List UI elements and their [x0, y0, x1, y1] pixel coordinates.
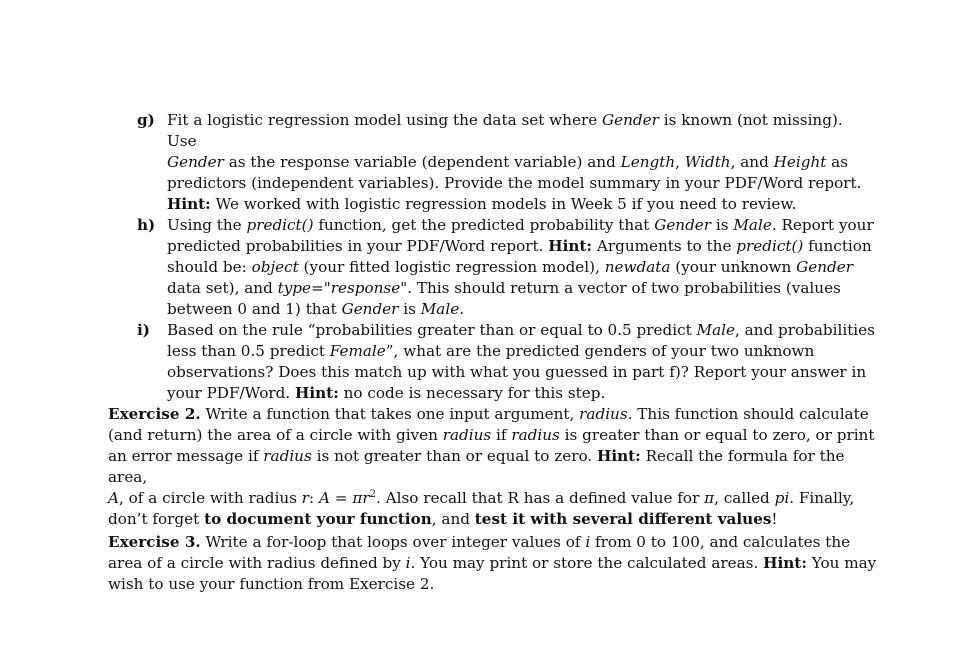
text-run: Hint:	[548, 237, 593, 255]
text-run: Hint:	[167, 195, 211, 213]
text-run: (your unknown	[670, 258, 797, 276]
text-run: .	[459, 300, 465, 318]
text-line	[108, 553, 878, 574]
text-run: !	[771, 510, 778, 528]
question-marker: g)	[137, 111, 155, 129]
text-line	[167, 173, 877, 194]
text-run: . Finally,	[789, 489, 855, 507]
text-run: Fit a logistic regression model using the data set where	[167, 111, 603, 129]
text-run: wish to use your function from Exercise 2.	[108, 575, 435, 593]
text-run: radius	[511, 426, 560, 444]
text-line	[167, 299, 877, 320]
text-run: your PDF/Word.	[167, 384, 296, 402]
text-run: Hint:	[763, 554, 807, 572]
text-line	[108, 446, 878, 488]
text-run: . Also recall that R has a defined value for	[375, 489, 705, 507]
text-run: 2	[369, 488, 376, 500]
text-run: Using the	[167, 216, 247, 234]
text-run: if	[491, 426, 512, 444]
text-line	[167, 278, 877, 299]
text-line	[167, 194, 877, 215]
text-line	[167, 341, 877, 362]
text-line	[167, 236, 877, 257]
question-i	[137, 320, 877, 404]
text-run: is known (not missing). Use	[167, 111, 843, 150]
text-run: We worked with logistic regression models in Week 5 if you need to review.	[210, 195, 797, 213]
text-run: predict()	[246, 216, 314, 234]
text-line	[108, 574, 878, 595]
text-run: πr	[352, 489, 370, 507]
text-run: Width	[684, 153, 731, 171]
question-g	[137, 110, 877, 215]
exercise-3-text	[108, 532, 878, 595]
text-run: is not greater than or equal to zero.	[311, 447, 597, 465]
text-run: don’t forget	[108, 510, 205, 528]
text-run: Hint:	[295, 384, 339, 402]
text-line	[167, 110, 877, 152]
text-run: Gender	[602, 111, 659, 129]
text-run: function, get the predicted probability that	[313, 216, 655, 234]
question-g-text	[167, 110, 877, 215]
text-run: should be:	[167, 258, 252, 276]
text-run: (and return) the area of a circle with given	[108, 426, 443, 444]
text-run: newdata	[604, 258, 671, 276]
text-run: radius	[442, 426, 492, 444]
text-run: Gender	[796, 258, 853, 276]
text-run: radius	[263, 447, 312, 465]
text-run: area of a circle with radius defined by	[108, 554, 406, 572]
text-line	[108, 532, 878, 553]
text-line	[167, 152, 877, 173]
exercise-3-paragraph	[108, 532, 878, 595]
text-run: , and	[431, 510, 475, 528]
question-list	[137, 110, 877, 404]
text-run: predicted probabilities in your PDF/Word report.	[167, 237, 549, 255]
text-run: :	[309, 489, 319, 507]
question-marker: h)	[137, 216, 156, 234]
text-run: (your fitted logistic regression model),	[298, 258, 605, 276]
exercise-2-paragraph	[108, 404, 878, 530]
text-run: Write a function that takes one input argument,	[200, 405, 580, 423]
text-run: =	[329, 489, 353, 507]
text-run: test it with several different values	[474, 510, 772, 528]
text-run: predict()	[736, 237, 804, 255]
text-line	[167, 383, 877, 404]
text-run: Length	[620, 153, 676, 171]
text-run: Arguments to the	[592, 237, 737, 255]
text-run: Height	[773, 153, 827, 171]
text-run: . You may print or store the calculated areas.	[410, 554, 764, 572]
text-run: . This function should calculate	[627, 405, 869, 423]
text-run: Write a for-loop that loops over integer values of	[200, 533, 586, 551]
text-run: is	[711, 216, 734, 234]
text-run: function	[803, 237, 872, 255]
text-run: less than 0.5 predict	[167, 342, 330, 360]
text-line	[108, 404, 878, 425]
text-run: , and probabilities	[734, 321, 875, 339]
exercise-2-text	[108, 404, 878, 530]
text-run: Male	[696, 321, 735, 339]
text-run: is	[398, 300, 421, 318]
text-run: to document your function	[204, 510, 432, 528]
text-run: , of a circle with radius	[118, 489, 302, 507]
text-run: i	[405, 554, 411, 572]
text-line	[108, 425, 878, 446]
text-run: data set), and	[167, 279, 278, 297]
text-run: radius	[579, 405, 628, 423]
text-run: , and	[730, 153, 774, 171]
text-run: observations? Does this match up with what you guessed in part f)? Report your answer in	[167, 363, 867, 381]
text-line	[108, 488, 878, 509]
text-run: Recall the formula for the area,	[108, 447, 845, 486]
text-run: A	[108, 489, 119, 507]
text-run: Male	[420, 300, 460, 318]
text-run: no code is necessary for this step.	[338, 384, 606, 402]
question-i-text	[167, 320, 877, 404]
text-run: object	[251, 258, 299, 276]
text-run: r	[301, 489, 310, 507]
text-run: A	[319, 489, 330, 507]
text-run: ”, what are the predicted genders of your two unknown	[385, 342, 815, 360]
text-run: . Report your	[771, 216, 874, 234]
text-run: Male	[733, 216, 772, 234]
question-marker: i)	[137, 321, 150, 339]
text-run: as the response variable (dependent variable) and	[223, 153, 621, 171]
text-run: Based on the rule “probabilities greater than or equal to 0.5 predict	[167, 321, 697, 339]
text-run: is greater than or equal to zero, or print	[559, 426, 875, 444]
text-run: ,	[675, 153, 685, 171]
text-run: i	[585, 533, 591, 551]
question-h	[137, 215, 877, 320]
text-run: You may	[806, 554, 877, 572]
text-run: Gender	[341, 300, 399, 318]
text-run: predictors (independent variables). Provide the model summary in your PDF/Word report.	[167, 174, 862, 192]
text-run: Exercise 3.	[108, 533, 201, 551]
text-run: as	[826, 153, 849, 171]
text-run: Exercise 2.	[108, 405, 201, 423]
text-line	[167, 320, 877, 341]
text-run: , called	[714, 489, 775, 507]
text-line	[167, 215, 877, 236]
text-line	[108, 509, 878, 530]
text-run: pi	[774, 489, 790, 507]
text-run: π	[704, 489, 715, 507]
cut-off-text-line	[108, 659, 868, 665]
text-line	[167, 362, 877, 383]
text-run: an error message if	[108, 447, 264, 465]
text-run: between 0 and 1) that	[167, 300, 342, 318]
question-h-text	[167, 215, 877, 320]
text-run: Female	[329, 342, 386, 360]
text-run: type="response"	[277, 279, 408, 297]
text-run: . This should return a vector of two probabilities (values	[407, 279, 841, 297]
text-run: from 0 to 100, and calculates the	[590, 533, 851, 551]
text-run: Gender	[654, 216, 712, 234]
text-run: Hint:	[597, 447, 641, 465]
text-run: Gender	[167, 153, 224, 171]
text-line	[167, 257, 877, 278]
